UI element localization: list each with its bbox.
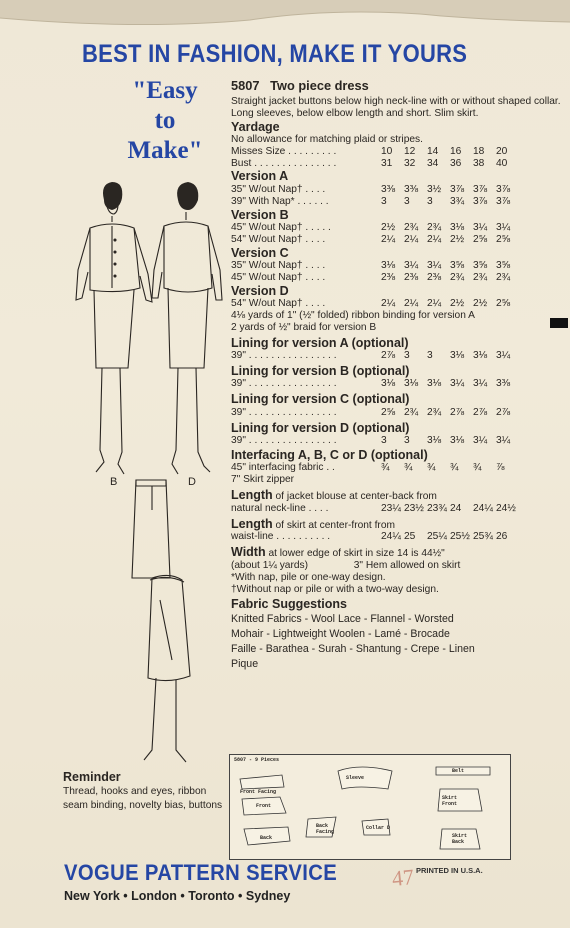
version-yardage-row <box>231 196 561 208</box>
yardage-value: 3¼ <box>496 435 511 447</box>
yardage-value: 2½ <box>450 298 465 310</box>
fabric-line: Mohair - Lightweight Woolen - Lamé - Brocade <box>231 627 450 640</box>
figure-label-b: B <box>110 476 118 488</box>
yardage-value: ¾ <box>381 462 390 474</box>
length-value: 25½ <box>450 531 470 543</box>
piece-label: Back Facing <box>316 823 335 835</box>
vogue-pattern-service-title: VOGUE PATTERN SERVICE <box>64 860 338 885</box>
yardage-value: 2¼ <box>427 298 442 310</box>
yardage-value: 3 <box>404 195 410 207</box>
fabric-width-label: 35" W/out Nap† . . . . <box>231 260 326 272</box>
yardage-column <box>231 78 561 672</box>
yardage-value: 3⅛ <box>381 378 396 390</box>
slogan-line: "Easy <box>132 77 198 104</box>
length-value: 24½ <box>496 502 516 514</box>
pattern-number: 5807 <box>231 78 260 93</box>
yardage-value: 2⅜ <box>404 271 419 283</box>
yardage-value: 2¾ <box>427 222 442 234</box>
piece-label: Front <box>256 803 272 809</box>
piece-label: Collar D <box>366 825 391 831</box>
yardage-value: 2¾ <box>427 406 442 418</box>
size-value: 12 <box>404 145 416 157</box>
yardage-value: 3⅛ <box>450 350 465 362</box>
skirt-length-text: of skirt at center-front from <box>275 519 395 531</box>
version-heading: Version D <box>231 283 289 298</box>
skirt-view-back <box>144 575 190 762</box>
width-line <box>231 545 561 560</box>
bust-value: 40 <box>496 157 508 169</box>
yardage-value: 3⅞ <box>496 183 511 195</box>
fabric-width-label: 35" W/out Nap† . . . . <box>231 183 326 195</box>
length-value: 25¼ <box>427 531 447 543</box>
yardage-value: 2½ <box>473 298 488 310</box>
binding-note: 4⅛ yards of 1" (½" folded) ribbon binding for version A <box>231 310 475 322</box>
versions-block <box>231 169 561 310</box>
fabric-width-label: 39" . . . . . . . . . . . . . . . . <box>231 435 337 447</box>
yardage-value: 2⅞ <box>450 406 465 418</box>
piece-label: Sleeve <box>346 775 365 781</box>
bust-value: 32 <box>404 157 416 169</box>
yardage-value: 3 <box>427 350 433 362</box>
yardage-value: 3⅝ <box>450 260 465 272</box>
reminder-block <box>63 770 223 812</box>
jacket-length-row <box>231 503 561 515</box>
yardage-value: 2½ <box>450 233 465 245</box>
fabric-line: Faille - Barathea - Surah - Shantung - Crepe - Linen <box>231 642 475 655</box>
pattern-name: Two piece dress <box>270 78 369 93</box>
yardage-value: 3⅛ <box>381 260 396 272</box>
piece-label: Belt <box>452 768 465 774</box>
version-yardage-row <box>231 222 561 234</box>
jacket-length-label: natural neck-line . . . . <box>231 502 329 514</box>
piece-label: Back <box>260 835 273 841</box>
yardage-value: 3⅛ <box>427 435 442 447</box>
size-value: 10 <box>381 145 393 157</box>
figure-label-d: D <box>188 476 196 488</box>
yardage-value: 2¾ <box>450 271 465 283</box>
version-yardage-row <box>231 298 561 310</box>
width-about: (about 1¼ yards) <box>231 559 309 571</box>
cities-line: New York • London • Toronto • Sydney <box>64 889 291 903</box>
yardage-value: 3¾ <box>450 195 465 207</box>
yardage-value: 3⅝ <box>473 260 488 272</box>
width-heading: Width <box>231 545 266 560</box>
sizes-label: Misses Size . . . . . . . . . <box>231 145 337 157</box>
piece-label: Skirt Front <box>442 795 458 807</box>
length-value: 25 <box>404 531 416 543</box>
yardage-value: 2¼ <box>404 298 419 310</box>
fabric-line: Knitted Fabrics - Wool Lace - Flannel - Worsted <box>231 612 454 625</box>
printed-in-usa: PRINTED IN U.S.A. <box>416 866 483 875</box>
yardage-value: 3¼ <box>496 222 511 234</box>
yardage-value: 2⅞ <box>473 406 488 418</box>
yardage-value: 3⅛ <box>473 350 488 362</box>
yardage-value: 2¼ <box>427 233 442 245</box>
sizes-row <box>231 146 561 158</box>
yardage-value: 3⅜ <box>381 183 396 195</box>
interfacing-heading: Interfacing A, B, C or D (optional) <box>231 447 428 462</box>
yardage-value: 3⅞ <box>473 195 488 207</box>
pattern-title <box>231 78 561 93</box>
figure-d-back <box>152 182 222 474</box>
yardage-value: 2½ <box>381 222 396 234</box>
yardage-value: 2⅝ <box>496 298 511 310</box>
yardage-value: 3⅛ <box>404 378 419 390</box>
reminder-heading: Reminder <box>63 770 121 784</box>
yardage-value: 3⅞ <box>496 195 511 207</box>
yardage-value: 2⅞ <box>496 406 511 418</box>
fabric-line: Pique <box>231 657 259 670</box>
front-facing-piece <box>240 775 284 789</box>
hem-note: 3" Hem allowed on skirt <box>353 559 461 571</box>
lining-heading: Lining for version C (optional) <box>231 392 410 407</box>
slogan-line: to <box>154 107 176 134</box>
yardage-value: 3⅛ <box>450 435 465 447</box>
slogan-line: Make" <box>127 137 203 164</box>
skirt-view-front <box>132 480 170 578</box>
yardage-value: 2⅝ <box>473 233 488 245</box>
diagram-header: 5807 - 9 Pieces <box>234 757 280 763</box>
length-value: 26 <box>496 531 508 543</box>
interfacing-row <box>231 462 561 474</box>
version-yardage-row <box>231 260 561 272</box>
piece-label: Front Facing <box>240 789 277 795</box>
reminder-text: Thread, hooks and eyes, ribbon seam binding, novelty bias, buttons <box>63 786 223 811</box>
bust-value: 34 <box>427 157 439 169</box>
yardage-value: 3¼ <box>473 222 488 234</box>
pattern-pieces-diagram <box>229 754 511 860</box>
easy-to-make-slogan <box>110 76 220 166</box>
yardage-value: 2⅞ <box>381 350 396 362</box>
yardage-value: 3 <box>404 350 410 362</box>
yardage-value: 2¾ <box>496 271 511 283</box>
yardage-value: 2⅝ <box>381 406 396 418</box>
skirt-length-line <box>231 517 561 532</box>
yardage-value: ¾ <box>427 462 436 474</box>
bust-label: Bust . . . . . . . . . . . . . . . <box>231 157 337 169</box>
skirt-length-label: waist-line . . . . . . . . . . <box>231 531 331 543</box>
pattern-description: Straight jacket buttons below high neck-line with or without shaped collar. Long sleeves, below elbow length and short. Slim skirt. <box>231 96 561 119</box>
length-value: 23¼ <box>381 502 401 514</box>
yardage-value: 3 <box>404 435 410 447</box>
jacket-length-text: of jacket blouse at center-back from <box>275 490 437 502</box>
figure-b-front <box>76 182 152 474</box>
yardage-value: 3⅞ <box>473 183 488 195</box>
yardage-value: 3⅛ <box>427 378 442 390</box>
length-value: 23¾ <box>427 502 447 514</box>
fabric-width-label: 39" With Nap* . . . . . . <box>231 195 329 207</box>
length-value: 25¾ <box>473 531 493 543</box>
length-value: 24¼ <box>381 531 401 543</box>
lining-heading: Lining for version B (optional) <box>231 363 410 378</box>
yardage-value: 3½ <box>427 183 442 195</box>
yardage-value: ¾ <box>404 462 413 474</box>
bust-value: 38 <box>473 157 485 169</box>
yardage-value: 2⅜ <box>381 271 396 283</box>
yardage-value: 3 <box>427 195 433 207</box>
yardage-value: 3¼ <box>473 378 488 390</box>
linings-block <box>231 336 561 447</box>
fabric-width-label: 54" W/out Nap† . . . . <box>231 298 326 310</box>
yardage-value: 3 <box>381 195 387 207</box>
fabric-width-label: 39" . . . . . . . . . . . . . . . . <box>231 406 337 418</box>
size-value: 20 <box>496 145 508 157</box>
length-value: 23½ <box>404 502 424 514</box>
yardage-value: 3⅛ <box>450 222 465 234</box>
length-value: 24¼ <box>473 502 493 514</box>
lining-heading: Lining for version A (optional) <box>231 335 409 350</box>
lining-heading: Lining for version D (optional) <box>231 420 410 435</box>
version-heading: Version A <box>231 169 289 184</box>
yardage-value: 2¼ <box>404 233 419 245</box>
yardage-value: ¾ <box>450 462 459 474</box>
fabric-width-label: 45" W/out Nap† . . . . <box>231 271 326 283</box>
fashion-illustration <box>60 180 230 770</box>
fabric-width-label: 54" W/out Nap† . . . . <box>231 233 326 245</box>
version-yardage-row <box>231 234 561 246</box>
footnote-nap: *With nap, pile or one-way design. <box>231 571 386 583</box>
handwritten-stamp: 47 <box>390 863 416 892</box>
skirt-length-row <box>231 531 561 543</box>
fabric-width-label: 39" . . . . . . . . . . . . . . . . <box>231 378 337 390</box>
yardage-value: ¾ <box>473 462 482 474</box>
bust-value: 31 <box>381 157 393 169</box>
size-value: 16 <box>450 145 462 157</box>
version-heading: Version C <box>231 245 289 260</box>
length-value: 24 <box>450 502 462 514</box>
version-heading: Version B <box>231 207 289 222</box>
yardage-value: 3¼ <box>473 435 488 447</box>
lining-yardage-row <box>231 350 561 362</box>
yardage-value: 2⅜ <box>427 271 442 283</box>
lining-yardage-row <box>231 378 561 390</box>
yardage-value: 2¼ <box>381 233 396 245</box>
lining-yardage-row <box>231 435 561 447</box>
yardage-value: ⅞ <box>496 462 505 474</box>
yardage-value: 2¾ <box>404 222 419 234</box>
yardage-note: No allowance for matching plaid or stripes. <box>231 134 423 146</box>
fabric-width-label: 45" W/out Nap† . . . . . <box>231 222 331 234</box>
footnote-no-nap: †Without nap or pile or with a two-way design. <box>231 583 439 595</box>
zipper-note: 7" Skirt zipper <box>231 474 295 486</box>
braid-note: 2 yards of ½" braid for version B <box>231 321 377 333</box>
bust-value: 36 <box>450 157 462 169</box>
jacket-length-line <box>231 488 561 503</box>
yardage-value: 2¼ <box>381 298 396 310</box>
yardage-value: 2⅝ <box>496 233 511 245</box>
yardage-value: 3¼ <box>404 260 419 272</box>
lining-yardage-row <box>231 407 561 419</box>
yardage-value: 3⅞ <box>450 183 465 195</box>
fabric-width-label: 39" . . . . . . . . . . . . . . . . <box>231 350 337 362</box>
interfacing-label: 45" interfacing fabric . . <box>231 462 335 474</box>
version-yardage-row <box>231 184 561 196</box>
yardage-heading: Yardage <box>231 119 280 134</box>
yardage-value: 3 <box>381 435 387 447</box>
yardage-value: 3⅜ <box>496 378 511 390</box>
width-line-2 <box>231 560 561 572</box>
skirt-length-heading: Length <box>231 516 273 531</box>
size-value: 14 <box>427 145 439 157</box>
yardage-value: 3⅝ <box>496 260 511 272</box>
jacket-length-heading: Length <box>231 487 273 502</box>
yardage-value: 3¼ <box>450 378 465 390</box>
bust-row <box>231 158 561 170</box>
fabric-heading: Fabric Suggestions <box>231 597 347 612</box>
yardage-value: 3¼ <box>496 350 511 362</box>
yardage-value: 3⅜ <box>404 183 419 195</box>
yardage-value: 2¾ <box>473 271 488 283</box>
version-yardage-row <box>231 272 561 284</box>
yardage-value: 3¼ <box>427 260 442 272</box>
yardage-value: 2¾ <box>404 406 419 418</box>
width-text: at lower edge of skirt in size 14 is 44½" <box>268 548 445 560</box>
headline: BEST IN FASHION, MAKE IT YOURS <box>82 40 468 68</box>
size-value: 18 <box>473 145 485 157</box>
piece-label: Skirt Back <box>452 833 468 845</box>
